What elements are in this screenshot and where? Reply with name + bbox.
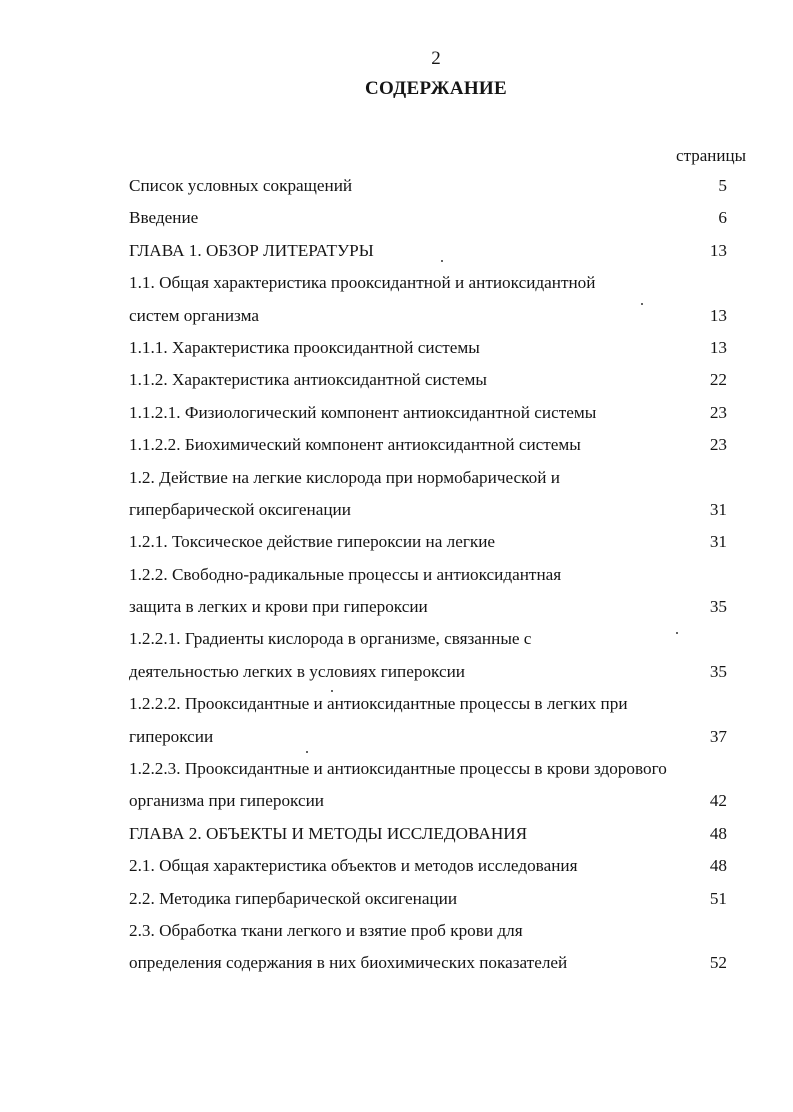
toc-entry [129,785,727,817]
pages-column-header: страницы [676,146,746,165]
toc-entry [129,235,727,267]
toc-entry [129,267,727,299]
toc-entry-title: 1.2. Действие на легкие кислорода при нормобарической и [129,467,560,487]
toc-entry [129,364,727,396]
toc-entry [129,947,727,979]
scan-speck [676,632,678,634]
toc-entry-title: 2.1. Общая характеристика объектов и методов исследования [129,856,578,876]
toc-entry-page: 13 [709,305,727,325]
toc-entry [129,688,727,720]
toc-entry-page: 23 [709,402,727,422]
toc-entry [129,591,727,623]
scan-speck [331,690,333,692]
toc-entry-page: 52 [709,953,727,973]
toc-entry [129,202,727,234]
toc-entry-page: 22 [709,370,727,390]
toc-entry [129,332,727,364]
toc-entry-title: 1.2.1. Токсическое действие гипероксии на легкие [129,532,496,552]
toc-entry-title: систем организма [129,305,259,325]
toc-entry [129,850,727,882]
toc-entry-title: 2.3. Обработка ткани легкого и взятие проб крови для [129,920,523,940]
toc-entry-title: Введение [129,208,199,228]
toc-entry-page: 6 [718,208,727,228]
toc-entry-title: гипероксии [129,726,214,746]
toc-entry-title: ГЛАВА 2. ОБЪЕКТЫ И МЕТОДЫ ИССЛЕДОВАНИЯ [129,823,528,843]
scan-speck [441,260,443,262]
toc-entry-page: 23 [709,435,727,455]
toc-entry-title: защита в легких и крови при гипероксии [129,597,428,617]
toc-entry [129,494,727,526]
toc-entry-title: 1.2.2. Свободно-радикальные процессы и антиоксидантная [129,564,562,584]
toc-entry [129,753,727,785]
toc-entry-title: Список условных сокращений [129,176,353,195]
toc-entry-page: 42 [709,791,727,811]
toc-entry-page: 13 [709,240,727,260]
toc-entry-page: 51 [709,888,727,908]
toc-entry-page: 48 [709,823,727,843]
toc-entry [129,915,727,947]
toc-entry-title: организма при гипероксии [129,791,324,811]
toc-entry [129,656,727,688]
toc-entry [129,559,727,591]
toc-entry-title: 2.2. Методика гипербарической оксигенации [129,888,458,908]
toc-entry-title: 1.1.2. Характеристика антиоксидантной системы [129,370,487,390]
toc-entry-page: 48 [709,856,727,876]
toc-entry-page: 31 [709,532,727,552]
page-number: 2 [431,48,441,69]
toc-entry [129,883,727,915]
toc-entry-title: ГЛАВА 1. ОБЗОР ЛИТЕРАТУРЫ [129,240,374,260]
toc-entry [129,170,727,202]
toc-entry-title: 1.1.1. Характеристика прооксидантной системы [129,337,480,357]
toc-entry-title: 1.2.2.3. Прооксидантные и антиоксидантные процессы в крови здорового [129,759,667,779]
scan-speck [306,751,308,753]
toc-entry-title: 1.1.2.1. Физиологический компонент антиоксидантной системы [129,402,597,422]
toc-entry [129,300,727,332]
toc-entry-title: 1.1.2.2. Биохимический компонент антиоксидантной системы [129,435,581,455]
toc-entry-title: определения содержания в них биохимических показателей [129,953,568,973]
toc-entry [129,429,727,461]
toc-entry-title: гипербарической оксигенации [129,499,351,519]
toc-entry-page: 37 [709,726,727,746]
toc-entry [129,526,727,558]
toc-entry-page: 5 [718,176,727,195]
toc-entry [129,462,727,494]
toc-entry [129,397,727,429]
toc-entry-title: деятельностью легких в условиях гипероксии [129,661,465,681]
scan-speck [641,303,643,305]
toc-entry-page: 35 [709,661,727,681]
toc-entry [129,818,727,850]
toc-entry-title: 1.2.2.1. Градиенты кислорода в организме, связанные с [129,629,532,649]
toc-entry-title: 1.1. Общая характеристика прооксидантной и антиоксидантной [129,273,596,293]
toc-entry [129,623,727,655]
page-title: СОДЕРЖАНИЕ [365,78,507,99]
toc-entry-page: 13 [709,337,727,357]
toc-entry [129,721,727,753]
toc-entry-page: 31 [709,499,727,519]
table-of-contents [129,170,727,980]
toc-entry-page: 35 [709,597,727,617]
toc-entry-title: 1.2.2.2. Прооксидантные и антиоксидантные процессы в легких при [129,694,628,714]
